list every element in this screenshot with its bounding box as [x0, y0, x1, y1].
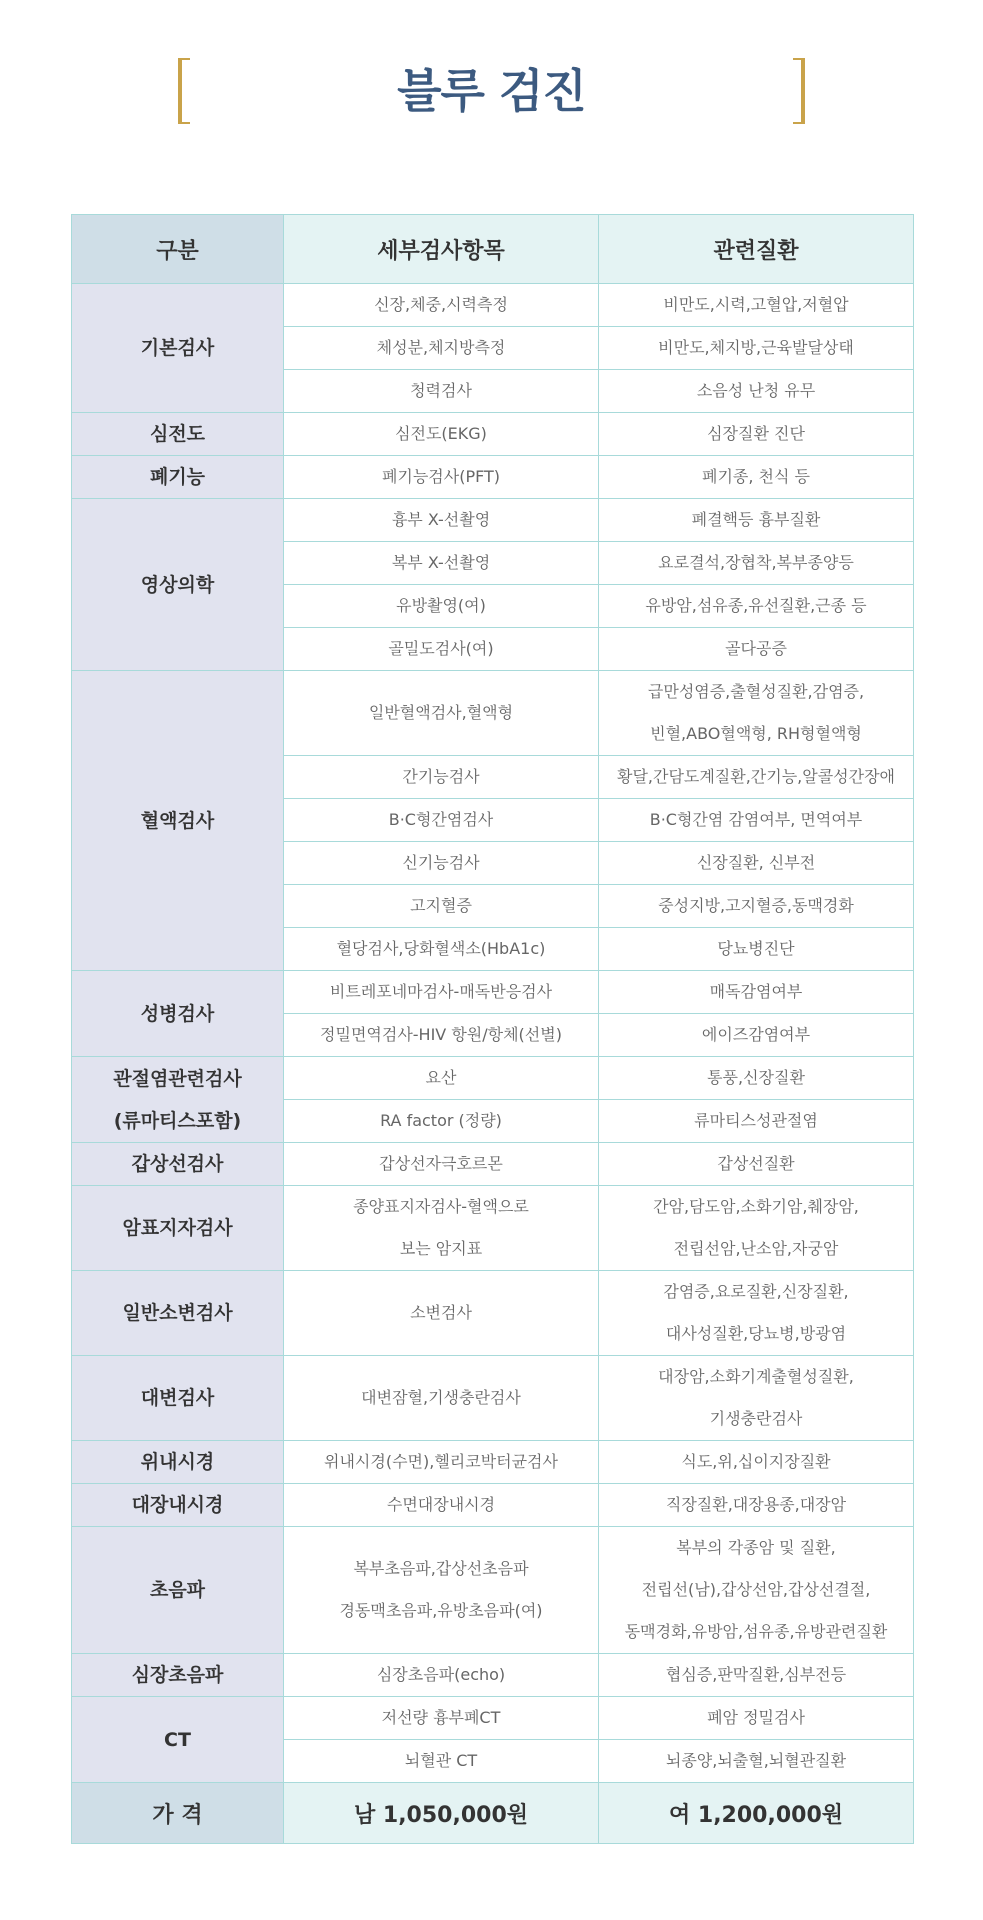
- related-disease-cell: [599, 1484, 914, 1527]
- test-item-cell: [284, 1057, 599, 1100]
- page-title: 블루 검진: [397, 64, 586, 118]
- cell-text-line: 황달,간담도계질환,간기능,알콜성간장애: [616, 767, 895, 786]
- cell-text-line: 간암,담도암,소화기암,췌장암,: [653, 1197, 859, 1216]
- cell-text-line: 갑상선질환: [717, 1154, 795, 1173]
- cell-text-line: 폐암 정밀검사: [707, 1708, 805, 1727]
- header-test-items: 세부검사항목: [284, 215, 599, 284]
- test-item-cell: [284, 1186, 599, 1271]
- test-item-cell: [284, 971, 599, 1014]
- cell-text-line: 감염증,요로질환,신장질환,: [663, 1282, 849, 1301]
- cell-text-line: 영상의학: [140, 573, 215, 596]
- test-item-cell: [284, 1654, 599, 1697]
- table-row: [72, 1057, 914, 1100]
- cell-text-line: 폐결핵등 흉부질환: [691, 510, 821, 529]
- category-cell: [72, 971, 284, 1057]
- cell-text-line: 복부 X-선촬영: [391, 553, 491, 572]
- cell-text-line: 기생충란검사: [709, 1409, 803, 1428]
- title-bracket-right: [793, 58, 805, 124]
- cell-text-line: 체성분,체지방측정: [376, 338, 506, 357]
- test-item-cell: [284, 327, 599, 370]
- test-item-cell: [284, 413, 599, 456]
- price-label: 가 격: [72, 1783, 284, 1844]
- table-row: [72, 971, 914, 1014]
- test-item-cell: [284, 1527, 599, 1654]
- cell-text-line: 유방암,섬유종,유선질환,근종 등: [645, 596, 867, 615]
- related-disease-cell: [599, 370, 914, 413]
- cell-text-line: 비트레포네마검사-매독반응검사: [329, 982, 553, 1001]
- cell-text-line: 심전도(EKG): [395, 424, 487, 443]
- related-disease-cell: [599, 756, 914, 799]
- cell-text-line: 대사성질환,당뇨병,방광염: [665, 1324, 847, 1343]
- category-cell: [72, 1527, 284, 1654]
- related-disease-cell: [599, 1697, 914, 1740]
- cell-text-line: 협심증,판막질환,심부전등: [665, 1665, 847, 1684]
- category-cell: [72, 456, 284, 499]
- test-item-cell: [284, 1143, 599, 1186]
- test-item-cell: [284, 1100, 599, 1143]
- category-cell: [72, 499, 284, 671]
- related-disease-cell: [599, 542, 914, 585]
- related-disease-cell: [599, 1271, 914, 1356]
- cell-text-line: 고지혈증: [410, 896, 472, 915]
- category-cell: [72, 1441, 284, 1484]
- related-disease-cell: [599, 628, 914, 671]
- cell-text-line: 전립선암,난소암,자궁암: [673, 1239, 839, 1258]
- header-category: 구분: [72, 215, 284, 284]
- table-row: [72, 413, 914, 456]
- table-row: [72, 456, 914, 499]
- cell-text-line: 골밀도검사(여): [388, 639, 494, 658]
- cell-text-line: B·C형간염 감염여부, 면역여부: [649, 810, 863, 829]
- cell-text-line: 심장초음파: [131, 1664, 224, 1686]
- category-cell: [72, 1057, 284, 1143]
- test-item-cell: [284, 756, 599, 799]
- price-row: [72, 1783, 914, 1844]
- category-cell: [72, 1697, 284, 1783]
- table-row: [72, 1527, 914, 1654]
- cell-text-line: 대장내시경: [131, 1494, 224, 1516]
- test-item-cell: [284, 1271, 599, 1356]
- table-row: [72, 671, 914, 756]
- cell-text-line: 위내시경(수면),헬리코박터균검사: [324, 1452, 558, 1471]
- related-disease-cell: [599, 928, 914, 971]
- cell-text-line: 종양표지자검사-혈액으로: [353, 1197, 529, 1216]
- cell-text-line: 신장,체중,시력측정: [374, 295, 508, 314]
- cell-text-line: RA factor (정량): [380, 1111, 502, 1130]
- cell-text-line: 일반혈액검사,혈액형: [368, 703, 514, 722]
- cell-text-line: 요산: [425, 1068, 457, 1087]
- test-item-cell: [284, 542, 599, 585]
- category-cell: [72, 1271, 284, 1356]
- cell-text-line: 복부의 각종암 및 질환,: [676, 1538, 836, 1557]
- cell-text-line: 식도,위,십이지장질환: [681, 1452, 831, 1471]
- cell-text-line: 류마티스성관절염: [694, 1111, 818, 1130]
- table-row: [72, 1441, 914, 1484]
- cell-text-line: 심장질환 진단: [707, 424, 805, 443]
- related-disease-cell: [599, 1186, 914, 1271]
- related-disease-cell: [599, 1100, 914, 1143]
- table-row: [72, 1186, 914, 1271]
- table-row: [72, 1697, 914, 1740]
- related-disease-cell: [599, 413, 914, 456]
- related-disease-cell: [599, 842, 914, 885]
- test-item-cell: [284, 885, 599, 928]
- test-item-cell: [284, 1014, 599, 1057]
- test-item-cell: [284, 671, 599, 756]
- cell-text-line: 성병검사: [140, 1002, 215, 1025]
- cell-text-line: CT: [164, 1728, 191, 1751]
- cell-text-line: 대장암,소화기계출혈성질환,: [658, 1367, 854, 1386]
- test-item-cell: [284, 1441, 599, 1484]
- test-item-cell: [284, 499, 599, 542]
- cell-text-line: 요로결석,장협착,복부종양등: [658, 553, 854, 572]
- table-row: [72, 1143, 914, 1186]
- cell-text-line: 혈액검사: [140, 809, 215, 832]
- cell-text-line: 중성지방,고지혈증,동맥경화: [658, 896, 854, 915]
- cell-text-line: 신기능검사: [402, 853, 480, 872]
- cell-text-line: 소음성 난청 유무: [696, 381, 816, 400]
- cell-text-line: 혈당검사,당화혈색소(HbA1c): [336, 939, 546, 958]
- header-related-diseases: 관련질환: [599, 215, 914, 284]
- related-disease-cell: [599, 971, 914, 1014]
- cell-text-line: 유방촬영(여): [396, 596, 486, 615]
- test-item-cell: [284, 628, 599, 671]
- related-disease-cell: [599, 499, 914, 542]
- cell-text-line: 간기능검사: [402, 767, 480, 786]
- related-disease-cell: [599, 456, 914, 499]
- cell-text-line: 일반소변검사: [122, 1302, 233, 1324]
- cell-text-line: 흉부 X-선촬영: [391, 510, 491, 529]
- cell-text-line: 폐기능검사(PFT): [381, 467, 501, 486]
- category-cell: [72, 1186, 284, 1271]
- related-disease-cell: [599, 671, 914, 756]
- related-disease-cell: [599, 1654, 914, 1697]
- cell-text-line: 복부초음파,갑상선초음파: [353, 1559, 529, 1578]
- category-cell: [72, 1143, 284, 1186]
- related-disease-cell: [599, 885, 914, 928]
- cell-text-line: 에이즈감염여부: [701, 1025, 811, 1044]
- price-male: 남 1,050,000원: [284, 1783, 599, 1844]
- cell-text-line: 신장질환, 신부전: [696, 853, 816, 872]
- cell-text-line: 대변검사: [140, 1387, 215, 1409]
- cell-text-line: 매독감염여부: [709, 982, 803, 1001]
- cell-text-line: 청력검사: [410, 381, 472, 400]
- cell-text-line: 기본검사: [140, 337, 215, 359]
- table-header-row: [72, 215, 914, 284]
- category-cell: [72, 1356, 284, 1441]
- related-disease-cell: [599, 327, 914, 370]
- category-cell: [72, 413, 284, 456]
- test-item-cell: [284, 456, 599, 499]
- table-row: [72, 499, 914, 542]
- cell-text-line: 비만도,시력,고혈압,저혈압: [663, 295, 849, 314]
- cell-text-line: 전립선(남),갑상선암,갑상선결절,: [641, 1580, 871, 1599]
- cell-text-line: 빈혈,ABO혈액형, RH형혈액형: [650, 724, 862, 743]
- cell-text-line: 심장초음파(echo): [376, 1665, 506, 1684]
- test-item-cell: [284, 370, 599, 413]
- table-row: [72, 1271, 914, 1356]
- test-item-cell: [284, 928, 599, 971]
- cell-text-line: 폐기종, 천식 등: [702, 467, 810, 486]
- cell-text-line: 보는 암지표: [399, 1239, 483, 1258]
- related-disease-cell: [599, 1740, 914, 1783]
- cell-text-line: 갑상선자극호르몬: [379, 1154, 503, 1173]
- cell-text-line: 암표지자검사: [122, 1217, 233, 1239]
- cell-text-line: 초음파: [149, 1579, 206, 1601]
- related-disease-cell: [599, 799, 914, 842]
- related-disease-cell: [599, 1143, 914, 1186]
- category-cell: [72, 1654, 284, 1697]
- cell-text-line: 관절염관련검사: [113, 1067, 242, 1090]
- cell-text-line: 당뇨병진단: [717, 939, 795, 958]
- test-item-cell: [284, 1356, 599, 1441]
- cell-text-line: 수면대장내시경: [386, 1495, 496, 1514]
- test-item-cell: [284, 1484, 599, 1527]
- related-disease-cell: [599, 1527, 914, 1654]
- category-cell: [72, 284, 284, 413]
- table-row: [72, 1654, 914, 1697]
- table-row: [72, 1356, 914, 1441]
- cell-text-line: 비만도,체지방,근육발달상태: [658, 338, 854, 357]
- test-item-cell: [284, 1697, 599, 1740]
- table-row: [72, 1484, 914, 1527]
- related-disease-cell: [599, 1057, 914, 1100]
- cell-text-line: 갑상선검사: [131, 1153, 224, 1175]
- cell-text-line: 폐기능: [149, 466, 206, 488]
- test-item-cell: [284, 585, 599, 628]
- cell-text-line: 위내시경: [140, 1451, 215, 1473]
- cell-text-line: 통풍,신장질환: [707, 1068, 805, 1087]
- related-disease-cell: [599, 284, 914, 327]
- cell-text-line: 뇌혈관 CT: [404, 1751, 478, 1770]
- cell-text-line: 경동맥초음파,유방초음파(여): [339, 1601, 543, 1620]
- cell-text-line: (류마티스포함): [113, 1109, 242, 1132]
- test-item-cell: [284, 1740, 599, 1783]
- cell-text-line: 직장질환,대장용종,대장암: [665, 1495, 847, 1514]
- cell-text-line: 골다공증: [725, 639, 787, 658]
- title-area: [178, 58, 805, 124]
- test-item-cell: [284, 842, 599, 885]
- related-disease-cell: [599, 1014, 914, 1057]
- related-disease-cell: [599, 1356, 914, 1441]
- related-disease-cell: [599, 1441, 914, 1484]
- cell-text-line: 심전도: [149, 423, 206, 445]
- category-cell: [72, 1484, 284, 1527]
- cell-text-line: 급만성염증,출혈성질환,감염증,: [647, 682, 865, 701]
- cell-text-line: 정밀면역검사-HIV 항원/항체(선별): [320, 1025, 562, 1044]
- cell-text-line: 저선량 흉부폐CT: [381, 1708, 501, 1727]
- price-female: 여 1,200,000원: [599, 1783, 914, 1844]
- cell-text-line: 뇌종양,뇌출혈,뇌혈관질환: [665, 1751, 847, 1770]
- table-row: [72, 284, 914, 327]
- cell-text-line: 소변검사: [410, 1303, 472, 1322]
- test-item-cell: [284, 284, 599, 327]
- test-item-cell: [284, 799, 599, 842]
- related-disease-cell: [599, 585, 914, 628]
- checkup-table: [71, 214, 914, 1844]
- cell-text-line: 동맥경화,유방암,섬유종,유방관련질환: [624, 1622, 888, 1641]
- cell-text-line: 대변잠혈,기생충란검사: [361, 1388, 521, 1407]
- category-cell: [72, 671, 284, 971]
- cell-text-line: B·C형간염검사: [388, 810, 494, 829]
